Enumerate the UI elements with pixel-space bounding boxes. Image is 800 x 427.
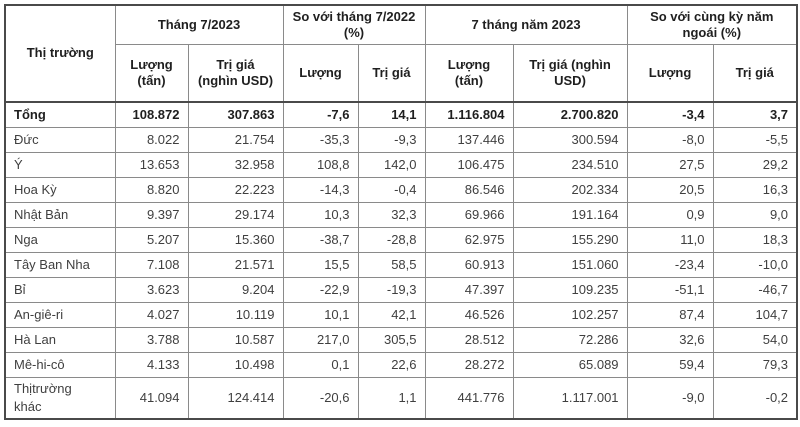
subheader-value: Trị giá [358, 44, 425, 102]
value-cell: 15.360 [188, 227, 283, 252]
value-cell: -19,3 [358, 277, 425, 302]
value-cell: 32,6 [627, 327, 713, 352]
table-row [5, 302, 797, 327]
market-name-cell: Đức [5, 127, 115, 152]
value-cell: 4.133 [115, 352, 188, 377]
value-cell: 59,4 [627, 352, 713, 377]
value-cell: 18,3 [713, 227, 797, 252]
subheader-value: Trị giá (nghìn USD) [513, 44, 627, 102]
value-cell: 58,5 [358, 252, 425, 277]
value-cell: -7,6 [283, 102, 358, 127]
value-cell: -22,9 [283, 277, 358, 302]
value-cell: 300.594 [513, 127, 627, 152]
value-cell: -0,4 [358, 177, 425, 202]
value-cell: 3,7 [713, 102, 797, 127]
value-cell: 10,3 [283, 202, 358, 227]
value-cell: -10,0 [713, 252, 797, 277]
value-cell: 124.414 [188, 377, 283, 419]
value-cell: 29,2 [713, 152, 797, 177]
value-cell: 9,0 [713, 202, 797, 227]
value-cell: 8.022 [115, 127, 188, 152]
value-cell: 11,0 [627, 227, 713, 252]
value-cell: 191.164 [513, 202, 627, 227]
value-cell: -14,3 [283, 177, 358, 202]
value-cell: 106.475 [425, 152, 513, 177]
market-name-cell: Bỉ [5, 277, 115, 302]
value-cell: 54,0 [713, 327, 797, 352]
value-cell: 10,1 [283, 302, 358, 327]
market-name-cell: Mê-hi-cô [5, 352, 115, 377]
value-cell: 28.512 [425, 327, 513, 352]
value-cell: 4.027 [115, 302, 188, 327]
value-cell: 108.872 [115, 102, 188, 127]
value-cell: 7.108 [115, 252, 188, 277]
value-cell: 0,1 [283, 352, 358, 377]
market-name-cell: An-giê-ri [5, 302, 115, 327]
value-cell: -0,2 [713, 377, 797, 419]
table-row [5, 202, 797, 227]
table-row [5, 102, 797, 127]
value-cell: 10.119 [188, 302, 283, 327]
value-cell: 9.397 [115, 202, 188, 227]
value-cell: 155.290 [513, 227, 627, 252]
value-cell: 5.207 [115, 227, 188, 252]
table-row [5, 177, 797, 202]
value-cell: 69.966 [425, 202, 513, 227]
market-name-cell: Hà Lan [5, 327, 115, 352]
subheader-volume: Lượng [627, 44, 713, 102]
value-cell: 32,3 [358, 202, 425, 227]
group-header-vs-month: So với tháng 7/2022 (%) [283, 5, 425, 44]
value-cell: 1,1 [358, 377, 425, 419]
table-header [5, 5, 797, 102]
value-cell: -38,7 [283, 227, 358, 252]
value-cell: 1.116.804 [425, 102, 513, 127]
value-cell: 46.526 [425, 302, 513, 327]
market-name-cell: Thịtrường khác [5, 377, 115, 419]
table-body [5, 102, 797, 419]
value-cell: 13.653 [115, 152, 188, 177]
value-cell: 202.334 [513, 177, 627, 202]
value-cell: -8,0 [627, 127, 713, 152]
value-cell: 3.623 [115, 277, 188, 302]
value-cell: 28.272 [425, 352, 513, 377]
value-cell: 87,4 [627, 302, 713, 327]
value-cell: 21.754 [188, 127, 283, 152]
header-group-row [5, 5, 797, 44]
value-cell: 305,5 [358, 327, 425, 352]
table-row [5, 227, 797, 252]
value-cell: -23,4 [627, 252, 713, 277]
value-cell: -46,7 [713, 277, 797, 302]
value-cell: 142,0 [358, 152, 425, 177]
value-cell: 3.788 [115, 327, 188, 352]
value-cell: 79,3 [713, 352, 797, 377]
value-cell: 72.286 [513, 327, 627, 352]
value-cell: 27,5 [627, 152, 713, 177]
trade-statistics-table [4, 4, 798, 420]
value-cell: 102.257 [513, 302, 627, 327]
value-cell: 8.820 [115, 177, 188, 202]
value-cell: 307.863 [188, 102, 283, 127]
value-cell: 2.700.820 [513, 102, 627, 127]
market-name-cell: Tây Ban Nha [5, 252, 115, 277]
value-cell: 0,9 [627, 202, 713, 227]
value-cell: -35,3 [283, 127, 358, 152]
value-cell: 108,8 [283, 152, 358, 177]
subheader-volume: Lượng [283, 44, 358, 102]
value-cell: 109.235 [513, 277, 627, 302]
value-cell: 14,1 [358, 102, 425, 127]
value-cell: 9.204 [188, 277, 283, 302]
table-row [5, 277, 797, 302]
value-cell: 22.223 [188, 177, 283, 202]
subheader-volume: Lượng (tấn) [425, 44, 513, 102]
value-cell: 217,0 [283, 327, 358, 352]
value-cell: 441.776 [425, 377, 513, 419]
subheader-value: Trị giá (nghìn USD) [188, 44, 283, 102]
table-row [5, 252, 797, 277]
value-cell: 21.571 [188, 252, 283, 277]
value-cell: 32.958 [188, 152, 283, 177]
value-cell: 20,5 [627, 177, 713, 202]
value-cell: 15,5 [283, 252, 358, 277]
value-cell: 1.117.001 [513, 377, 627, 419]
value-cell: 10.498 [188, 352, 283, 377]
group-header-month: Tháng 7/2023 [115, 5, 283, 44]
value-cell: 29.174 [188, 202, 283, 227]
group-header-7months: 7 tháng năm 2023 [425, 5, 627, 44]
table-row [5, 352, 797, 377]
value-cell: -20,6 [283, 377, 358, 419]
value-cell: 65.089 [513, 352, 627, 377]
value-cell: 137.446 [425, 127, 513, 152]
subheader-value: Trị giá [713, 44, 797, 102]
market-name-cell: Hoa Kỳ [5, 177, 115, 202]
value-cell: -28,8 [358, 227, 425, 252]
value-cell: 86.546 [425, 177, 513, 202]
header-sub-row [5, 44, 797, 102]
group-header-vs-year: So với cùng kỳ năm ngoái (%) [627, 5, 797, 44]
value-cell: 16,3 [713, 177, 797, 202]
value-cell: 42,1 [358, 302, 425, 327]
value-cell: 151.060 [513, 252, 627, 277]
market-name-cell: Tổng [5, 102, 115, 127]
value-cell: 234.510 [513, 152, 627, 177]
value-cell: 104,7 [713, 302, 797, 327]
table-row [5, 377, 797, 419]
value-cell: -3,4 [627, 102, 713, 127]
value-cell: -9,3 [358, 127, 425, 152]
value-cell: 47.397 [425, 277, 513, 302]
subheader-volume: Lượng (tấn) [115, 44, 188, 102]
value-cell: -9,0 [627, 377, 713, 419]
value-cell: -51,1 [627, 277, 713, 302]
value-cell: 10.587 [188, 327, 283, 352]
value-cell: 41.094 [115, 377, 188, 419]
market-name-cell: Nga [5, 227, 115, 252]
value-cell: 62.975 [425, 227, 513, 252]
table-row [5, 127, 797, 152]
table-row [5, 152, 797, 177]
table-row [5, 327, 797, 352]
value-cell: 22,6 [358, 352, 425, 377]
corner-header-market: Thị trường [5, 5, 115, 102]
value-cell: 60.913 [425, 252, 513, 277]
market-name-cell: Nhật Bản [5, 202, 115, 227]
market-name-cell: Ý [5, 152, 115, 177]
value-cell: -5,5 [713, 127, 797, 152]
